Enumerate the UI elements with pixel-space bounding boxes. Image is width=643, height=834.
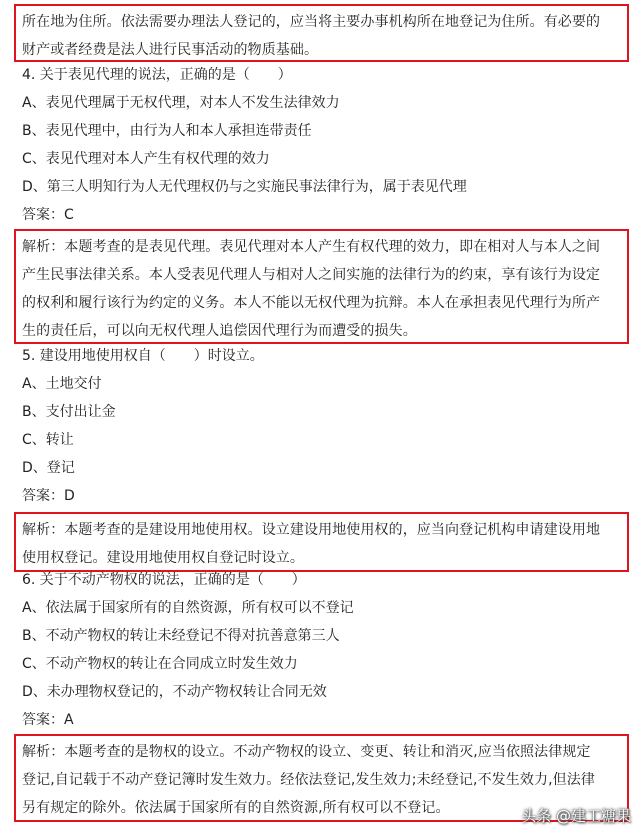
- q6-option-c: C、不动产物权的转让在合同成立时发生效力: [22, 656, 298, 672]
- q4-option-c: C、表见代理对本人产生有权代理的效力: [22, 151, 270, 167]
- q6-answer: 答案：A: [22, 712, 74, 728]
- q5-analysis-box: [14, 512, 629, 572]
- analysis-line: 登记,自记载于不动产登记簿时发生效力。经依法登记,发生效力;未经登记,不发生效力,但法律: [22, 772, 595, 788]
- q4-option-b: B、表见代理中，由行为人和本人承担连带责任: [22, 123, 312, 139]
- analysis-line: 解析：本题考查的是建设用地使用权。设立建设用地使用权的，应当向登记机构申请建设用地: [22, 522, 601, 538]
- q5-answer: 答案：D: [22, 488, 75, 504]
- analysis-line: 解析：本题考查的是表见代理。表见代理对本人产生有权代理的效力，即在相对人与本人之间: [22, 239, 601, 255]
- q5-option-c: C、转让: [22, 432, 74, 448]
- q4-analysis-box: [14, 229, 629, 344]
- q5-option-b: B、支付出让金: [22, 404, 116, 420]
- q5-option-a: A、土地交付: [22, 376, 102, 392]
- analysis-line: 产生民事法律关系。本人受表见代理人与相对人之间实施的法律行为的约束，享有该行为设定: [22, 267, 601, 283]
- q4-option-d: D、第三人明知行为人无代理权仍与之实施民事法律行为，属于表见代理: [22, 179, 467, 195]
- question-6: 6. 关于不动产物权的说法，正确的是（ ）: [22, 572, 306, 588]
- analysis-line: 解析：本题考查的是物权的设立。不动产物权的设立、变更、转让和消灭,应当依照法律规定: [22, 744, 591, 760]
- analysis-line: 生的责任后，可以向无权代理人追偿因代理行为而遭受的损失。: [22, 323, 417, 339]
- question-4: 4. 关于表见代理的说法，正确的是（ ）: [22, 67, 292, 83]
- analysis-line: 使用权登记。建设用地使用权自登记时设立。: [22, 550, 304, 566]
- q4-option-a: A、表见代理属于无权代理，对本人不发生法律效力: [22, 95, 340, 111]
- analysis-line: 所在地为住所。依法需要办理法人登记的，应当将主要办事机构所在地登记为住所。有必要的: [22, 14, 601, 30]
- source-watermark: 头条 @建工糖果: [521, 807, 631, 825]
- analysis-line: 的权利和履行该行为约定的义务。本人不能以无权代理为抗辩。本人在承担表见代理行为所产: [22, 295, 601, 311]
- q6-option-d: D、未办理物权登记的，不动产物权转让合同无效: [22, 684, 327, 700]
- analysis-line: 另有规定的除外。依法属于国家所有的自然资源,所有权可以不登记。: [22, 800, 450, 816]
- q4-answer: 答案：C: [22, 207, 74, 223]
- q6-option-b: B、不动产物权的转让未经登记不得对抗善意第三人: [22, 628, 340, 644]
- q5-option-d: D、登记: [22, 460, 75, 476]
- analysis-box-top: [14, 4, 629, 62]
- analysis-line: 财产或者经费是法人进行民事活动的物质基础。: [22, 42, 319, 58]
- question-5: 5. 建设用地使用权自（ ）时设立。: [22, 348, 264, 364]
- q6-option-a: A、依法属于国家所有的自然资源，所有权可以不登记: [22, 600, 354, 616]
